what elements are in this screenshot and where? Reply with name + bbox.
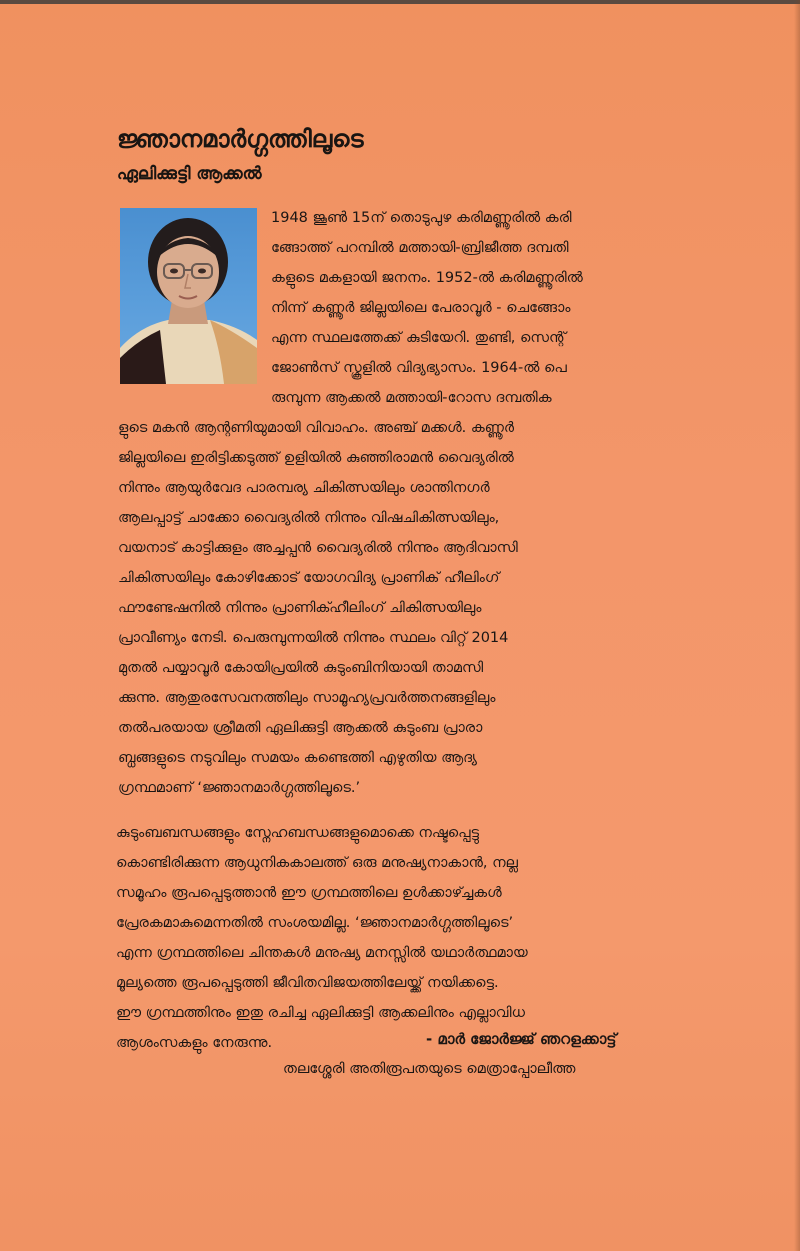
bio-line: 1948 ജൂൺ 15ന് തൊടുപുഴ കരിമണ്ണൂരിൽ കരി [271, 210, 572, 226]
quote-line: പ്രേരകമാകുമെന്നതിൽ സംശയമില്ല. ‘ജ്ഞാനമാർഗ്ഗത്തിലൂടെ’ [116, 915, 514, 931]
quote-line: ഈ ഗ്രന്ഥത്തിനും ഇതു രചിച്ച ഏലിക്കുട്ടി ആക്കലിനും എല്ലാവിധ [116, 1005, 525, 1021]
bio-line: ളുടെ മകൻ ആന്റണിയുമായി വിവാഹം. അഞ്ച് മക്കൾ. കണ്ണൂർ [118, 420, 515, 436]
author-portrait-image [120, 208, 257, 384]
cover-spine-shadow [794, 0, 800, 1251]
bio-line: നിന്ന് കണ്ണൂർ ജില്ലയിലെ പേരാവൂർ - ചെങ്ങോം [271, 300, 571, 316]
bio-line: ങ്ങോത്ത് പറമ്പിൽ മത്തായി-ബ്രിജീത്ത ദമ്പതി [271, 240, 569, 256]
bio-line: പ്രാവീണ്യം നേടി. പെരുമ്പുന്നയിൽ നിന്നും സ്ഥലം വിറ്റ് 2014 [118, 630, 509, 646]
bio-line: ജോൺസ് സ്കൂളിൽ വിദ്യഭ്യാസം. 1964-ൽ പെ [271, 360, 567, 376]
book-title: ജ്ഞാനമാർഗ്ഗത്തിലൂടെ [117, 125, 364, 153]
bio-line: ചികിത്സയിലും കോഴിക്കോട് യോഗവിദ്യ പ്രാണിക് ഹീലിംഗ് [118, 570, 500, 586]
bio-line: ഫൗണ്ടേഷനിൽ നിന്നും പ്രാണിക്ഹീലിംഗ് ചികിത്സയിലും [118, 600, 482, 616]
endorser-title: തലശ്ശേരി അതിരൂപതയുടെ മെത്രാപ്പോലീത്ത [283, 1061, 576, 1077]
quote-line: കൊണ്ടിരിക്കുന്ന ആധുനികകാലത്ത് ഒരു മനുഷ്യനാകാൻ, നല്ല [116, 855, 518, 871]
bio-line: തൽപരയായ ശ്രീമതി ഏലിക്കുട്ടി ആക്കൽ കുടുംബ പ്രാരാ [118, 720, 483, 736]
bio-line: നിന്നും ആയുർവേദ പാരമ്പര്യ ചികിത്സയിലും ശാന്തിനഗർ [118, 480, 490, 496]
bio-line: ആലപ്പാട്ട് ചാക്കോ വൈദ്യരിൽ നിന്നും വിഷചികിത്സയിലും, [118, 510, 500, 526]
bio-line: ജില്ലയിലെ ഇരിട്ടിക്കടുത്ത് ഉളിയിൽ കുഞ്ഞിരാമൻ വൈദ്യരിൽ [118, 450, 514, 466]
quote-line: മൂല്യത്തെ രൂപപ്പെടുത്തി ജീവിതവിജയത്തിലേയ്ക്ക് നയിക്കട്ടെ. [116, 975, 499, 991]
quote-line: ആശംസകളും നേരുന്നു. [116, 1035, 273, 1051]
bio-line: കളുടെ മകളായി ജനനം. 1952-ൽ കരിമണ്ണൂരിൽ [271, 270, 583, 286]
bio-line: ഗ്രന്ഥമാണ് ‘ജ്ഞാനമാർഗ്ഗത്തിലൂടെ.’ [118, 780, 361, 796]
bio-line: വയനാട് കാട്ടിക്കുളം അച്ചപ്പൻ വൈദ്യരിൽ നിന്നും ആദിവാസി [118, 540, 518, 556]
bio-line: ബ്ധങ്ങളുടെ നടുവിലും സമയം കണ്ടെത്തി എഴുതിയ ആദ്യ [118, 750, 477, 766]
bio-line: മുതൽ പയ്യാവൂർ കോയിപ്രയിൽ കുടുംബിനിയായി താമസി [118, 660, 484, 676]
bio-line: എന്ന സ്ഥലത്തേക്ക് കുടിയേറി. തുണ്ടി, സെന്റ് [271, 330, 566, 346]
cover-top-edge [0, 0, 800, 4]
author-photo [120, 208, 257, 384]
quote-line: എന്ന ഗ്രന്ഥത്തിലെ ചിന്തകൾ മനുഷ്യ മനസ്സിൽ യഥാർത്ഥമായ [116, 945, 528, 961]
endorser-name: - മാർ ജോർജ്ജ് ഞറളക്കാട്ട് [426, 1030, 617, 1048]
quote-line: കുടുംബബന്ധങ്ങളും സ്നേഹബന്ധങ്ങളുമൊക്കെ നഷ്ടപ്പെട്ടു [116, 825, 479, 841]
quote-line: സമൂഹം രൂപപ്പെടുത്താൻ ഈ ഗ്രന്ഥത്തിലെ ഉൾക്കാഴ്ച്ചകൾ [116, 885, 502, 901]
author-name: ഏലിക്കുട്ടി ആക്കൽ [117, 164, 262, 184]
bio-line: രുമ്പുന്ന ആക്കൽ മത്തായി-റോസ ദമ്പതിക [271, 390, 552, 406]
bio-line: ക്കുന്നു. ആതുരസേവനത്തിലും സാമൂഹ്യപ്രവർത്തനങ്ങളിലും [118, 690, 496, 706]
